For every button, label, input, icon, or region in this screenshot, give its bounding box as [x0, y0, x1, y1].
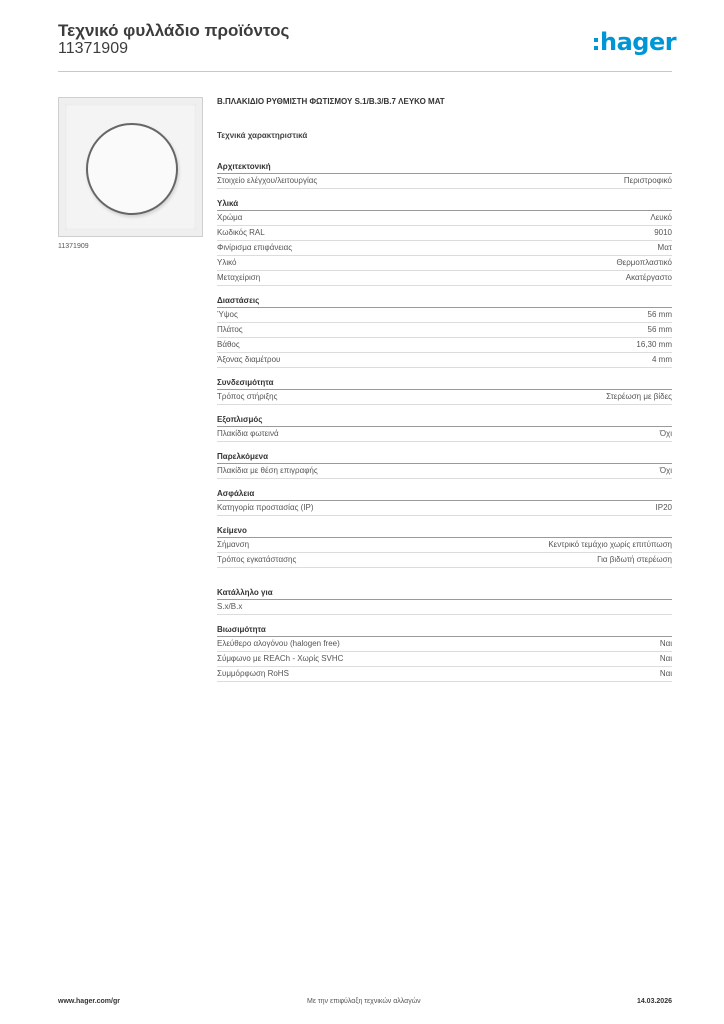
spec-row — [217, 241, 672, 256]
spec-row — [217, 667, 672, 682]
rotary-knob-icon — [86, 123, 178, 215]
spec-section — [217, 450, 672, 479]
footer-notice: Με την επιφύλαξη τεχνικών αλλαγών — [307, 998, 421, 1005]
spec-section — [217, 524, 672, 568]
spec-row — [217, 600, 672, 615]
spec-label: Υλικό — [217, 258, 237, 267]
spec-row — [217, 390, 672, 405]
spec-label: Ελεύθερο αλογόνου (halogen free) — [217, 639, 340, 648]
spec-label: Στοιχείο ελέγχου/λειτουργίας — [217, 176, 318, 185]
spec-value: Ναι — [659, 654, 672, 663]
section-title: Κατάλληλο για — [217, 586, 672, 600]
spec-section — [217, 376, 672, 405]
spec-label: Μεταχείριση — [217, 273, 261, 282]
spec-section — [217, 294, 672, 368]
spec-section — [217, 623, 672, 682]
spec-value: 16,30 mm — [636, 340, 672, 349]
spec-section — [217, 160, 672, 189]
product-name: Β.ΠΛΑΚΙΔΙΟ ΡΥΘΜΙΣΤΗ ΦΩΤΙΣΜΟΥ S.1/B.3/B.7 ΛΕΥΚΟ ΜΑΤ — [217, 97, 445, 106]
spec-label: Συμμόρφωση RoHS — [217, 669, 289, 678]
spec-value: 56 mm — [647, 310, 672, 319]
spec-label: Φινίρισμα επιφάνειας — [217, 243, 293, 252]
footer-date: 14.03.2026 — [636, 998, 672, 1005]
spec-row — [217, 338, 672, 353]
spec-section — [217, 586, 672, 615]
spec-row — [217, 226, 672, 241]
spec-value: Περιστροφικό — [623, 176, 672, 185]
section-title: Εξοπλισμός — [217, 413, 672, 427]
spec-label: Ύψος — [217, 310, 238, 319]
spec-row — [217, 174, 672, 189]
spec-row — [217, 353, 672, 368]
logo-colon-icon — [594, 38, 598, 50]
spec-section — [217, 197, 672, 286]
spec-row — [217, 538, 672, 553]
spec-value: 56 mm — [647, 325, 672, 334]
spec-row — [217, 553, 672, 568]
spec-row — [217, 464, 672, 479]
spec-row — [217, 308, 672, 323]
spec-row — [217, 637, 672, 652]
footer-website: www.hager.com/gr — [58, 998, 120, 1005]
section-title: Διαστάσεις — [217, 294, 672, 308]
spec-value: Ακατέργαστο — [625, 273, 672, 282]
section-title: Υλικά — [217, 197, 672, 211]
spec-value: Ναι — [659, 669, 672, 678]
spec-section — [217, 413, 672, 442]
section-title: Παρελκόμενα — [217, 450, 672, 464]
spec-label: Τρόπος εγκατάστασης — [217, 555, 297, 564]
spec-row — [217, 256, 672, 271]
spec-row — [217, 323, 672, 338]
spec-value: IP20 — [655, 503, 672, 512]
spec-label: Πλακίδια με θέση επιγραφής — [217, 466, 318, 475]
spec-label: Τρόπος στήριξης — [217, 392, 278, 401]
spec-label: Κατηγορία προστασίας (IP) — [217, 503, 314, 512]
logo-text: hager — [600, 28, 677, 56]
spec-sections — [217, 160, 672, 682]
spec-section — [217, 487, 672, 516]
spec-value: Ναι — [659, 639, 672, 648]
spec-label: Κωδικός RAL — [217, 228, 265, 237]
section-title: Ασφάλεια — [217, 487, 672, 501]
image-caption: 11371909 — [58, 243, 89, 250]
spec-label: Βάθος — [217, 340, 240, 349]
spec-row — [217, 211, 672, 226]
spec-label: S.x/B.x — [217, 602, 243, 611]
spec-value: Για βιδωτή στερέωση — [597, 555, 672, 564]
document-title: Τεχνικό φυλλάδιο προϊόντος — [58, 21, 290, 40]
spec-row — [217, 271, 672, 286]
spec-value: 9010 — [654, 228, 672, 237]
section-title: Βιωσιμότητα — [217, 623, 672, 637]
specs-content — [217, 96, 672, 682]
hager-logo — [594, 28, 676, 56]
spec-label: Χρώμα — [217, 213, 243, 222]
spec-label: Άξονας διαμέτρου — [217, 355, 281, 364]
spec-label: Πλακίδια φωτεινά — [217, 429, 279, 438]
spec-row — [217, 501, 672, 516]
spec-row — [217, 652, 672, 667]
spec-value: Θερμοπλαστικό — [616, 258, 672, 267]
dimmer-plate-image — [58, 97, 203, 237]
spec-value: 4 mm — [652, 355, 672, 364]
spec-value: Ματ — [657, 243, 672, 252]
specs-heading: Τεχνικά χαρακτηριστικά — [217, 131, 308, 140]
spec-row — [217, 427, 672, 442]
spec-value: Κεντρικό τεμάχιο χωρίς επιτύπωση — [548, 540, 672, 549]
section-title: Κείμενο — [217, 524, 672, 538]
spec-value: Λευκό — [650, 213, 672, 222]
product-number: 11371909 — [58, 40, 128, 57]
header-divider — [58, 71, 672, 72]
spec-value: Όχι — [659, 466, 672, 475]
spec-value: Στερέωση με βίδες — [606, 392, 672, 401]
cover-plate — [65, 104, 196, 230]
spec-label: Πλάτος — [217, 325, 243, 334]
section-title: Αρχιτεκτονική — [217, 160, 672, 174]
spec-label: Σήμανση — [217, 540, 250, 549]
section-title: Συνδεσιμότητα — [217, 376, 672, 390]
spec-label: Σύμφωνο με REACh - Χωρίς SVHC — [217, 654, 344, 663]
spec-value: Όχι — [659, 429, 672, 438]
